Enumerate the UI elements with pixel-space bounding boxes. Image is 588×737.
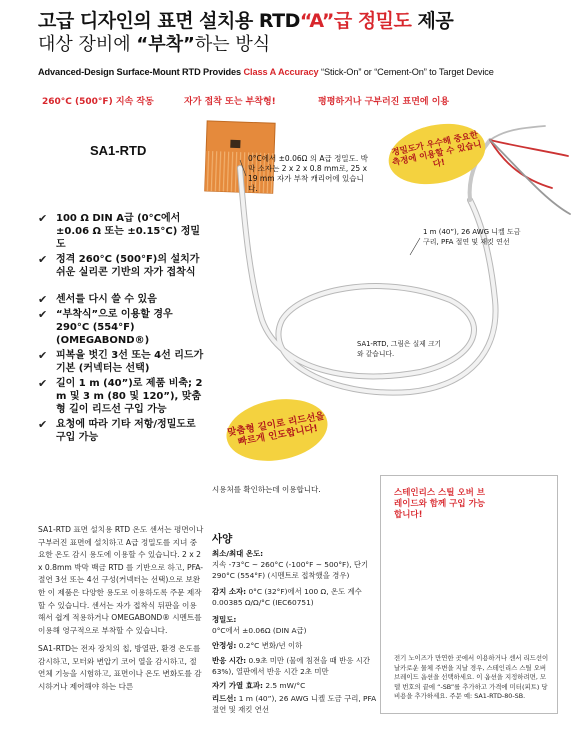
page-title: 고급 디자인의 표면 설치용 RTD“A”급 정밀도 제공: [38, 10, 454, 32]
bullet-item: ✔ 센서를 다시 쓸 수 있음: [38, 293, 157, 306]
sensor-spec-note: 0°C에서 ±0.06Ω 의 A급 정밀도. 박막 소자는 2 x 2 x 0.8 mm로, 25 x 19 mm 자가 부착 캐리어에 있습니다.: [248, 154, 368, 193]
bullet-item: ✔ 피복을 벗긴 3선 또는 4선 리드가 기본 (커넥터는 선택): [38, 349, 204, 374]
body-paragraph: SA1-RTD는 전자 장치의 칩, 방열판, 환경 온도를 감시하고, 모터와 변압기 코어 열을 감시하고, 절연체 기능을 시험하고, 표면이나 온도 변화도를 감시하거나 제어해야 하는 다른: [38, 644, 202, 691]
body-paragraph: SA1-RTD 표면 설치용 RTD 온도 센서는 평면이나 구부러진 표면에 설치하고 A급 정밀도를 지녀 중요한 온도 감시 용도에 이용할 수 있습니다. 2 x 2 x 0.8mm 박막 백금 RTD 를 기반으로 하고, PFA-절연 3선 또는 4선 구성(커넥터는 선택)으로 보완한 이 제품은 다양한 용도로 이용하도록 주문 제작할 수 있습니다. 센서는 자가 접착식 뒤판을 이용해서 쉽게 적용하거나 OMEGABOND® 시멘트를 이용해 영구적으로 부착할 수 있습니다.: [38, 525, 204, 635]
page-subtitle: 대상 장비에 “부착”하는 방식: [38, 34, 271, 55]
spec-item: 최소/최대 온도: 지속 -73°C ~ 260°C (-100°F ~ 500°F), 단기 290°C (554°F) (시멘트로 접착했을 경우): [212, 549, 369, 580]
braid-option-text: 전기 노이즈가 만연한 곳에서 이용하거나 센서 리드선이 날카로운 물체 주변을 지날 경우, 스테인리스 스틸 오버브레이드 옵션을 선택하세요. 이 옵션을 지정하려면, 모델 번호의 끝에 “-SB”를 추가하고 가격에 미터(피트) 당 비용을 추가하세요. 주문 예: SA1-RTD-80-SB.: [394, 654, 549, 700]
spec-item: 리드선: 1 m (40”), 26 AWG 니켈 도금 구리, PFA 절연 및 재킷 연선: [212, 694, 377, 714]
bullet-item: ✔ 길이 1 m (40”)로 제품 비축; 2 m 및 3 m (80 및 120”), 맞춤형 길이 리드선 구입 가능: [38, 377, 203, 415]
checkmark-icon: ✔: [38, 418, 48, 431]
spec-item: 자기 가열 효과: 2.5 mW/°C: [212, 681, 306, 690]
feature-surface: 평평하거나 구부러진 표면에 이용: [318, 97, 450, 107]
specs-heading: 사양: [212, 533, 233, 545]
feature-adhesive: 자가 접착 또는 부착형!: [184, 97, 276, 107]
bullet-item: ✔ 정격 260°C (500°F)의 설치가 쉬운 실리콘 기반의 자가 접착식: [38, 253, 200, 278]
bullet-item: ✔ 100 Ω DIN A급 (0°C에서 ±0.06 Ω 또는 ±0.15°C) 정밀도: [38, 212, 201, 250]
length-callout: 맞춤형 길이로 리드선을 빠르게 인도합니다!: [222, 392, 333, 469]
braid-option-heading: 스테인리스 스틸 오버 브레이드와 함께 구입 가능합니다!: [394, 488, 485, 520]
visit-text: 시용처를 확인하는데 이용합니다.: [212, 485, 321, 494]
spec-item: 반응 시간: 0.9초 미만 (물에 침전을 때 반응 시간 63%), 열판에서 반응 시간 2초 미만: [212, 656, 370, 676]
lead-wires: [490, 126, 570, 214]
spec-item: 정밀도: 0°C에서 ±0.06Ω (DIN A급): [212, 615, 307, 635]
model-number: SA1-RTD: [90, 143, 147, 158]
bullet-item: ✔ 요청에 따라 기타 저항/정밀도로 구입 가능: [38, 418, 196, 443]
leader-line: [410, 238, 420, 255]
cable-note: 1 m (40”), 26 AWG 니켈 도금 구리, PFA 절연 및 재킷 연선: [423, 228, 521, 246]
feature-temperature: 260°C (500°F) 지속 작동: [42, 97, 154, 107]
spec-item: 안정성: 0.2°C 변화/년 이하: [212, 641, 303, 650]
checkmark-icon: ✔: [38, 253, 48, 266]
checkmark-icon: ✔: [38, 377, 48, 390]
spec-item: 감지 소자: 0°C (32°F)에서 100 Ω, 온도 계수 0.00385 Ω/Ω/°C (IEC60751): [212, 587, 362, 607]
checkmark-icon: ✔: [38, 349, 48, 362]
title-highlight: “A”급 정밀도: [299, 10, 412, 32]
checkmark-icon: ✔: [38, 308, 48, 321]
checkmark-icon: ✔: [38, 212, 48, 225]
actual-size-note: SA1-RTD, 그림은 실제 크기와 같습니다.: [357, 340, 442, 358]
checkmark-icon: ✔: [38, 293, 48, 306]
english-headline: Advanced-Design Surface-Mount RTD Provides Class A Accuracy “Stick-On” or “Cement-On” to Target Device: [38, 67, 494, 77]
bullet-item: ✔ “부착식”으로 이용할 경우 290°C (554°F) (OMEGABOND®): [38, 308, 173, 346]
accuracy-callout: 정밀도가 우수해 중요한 측정에 이용할 수 있습니다!: [383, 115, 491, 192]
